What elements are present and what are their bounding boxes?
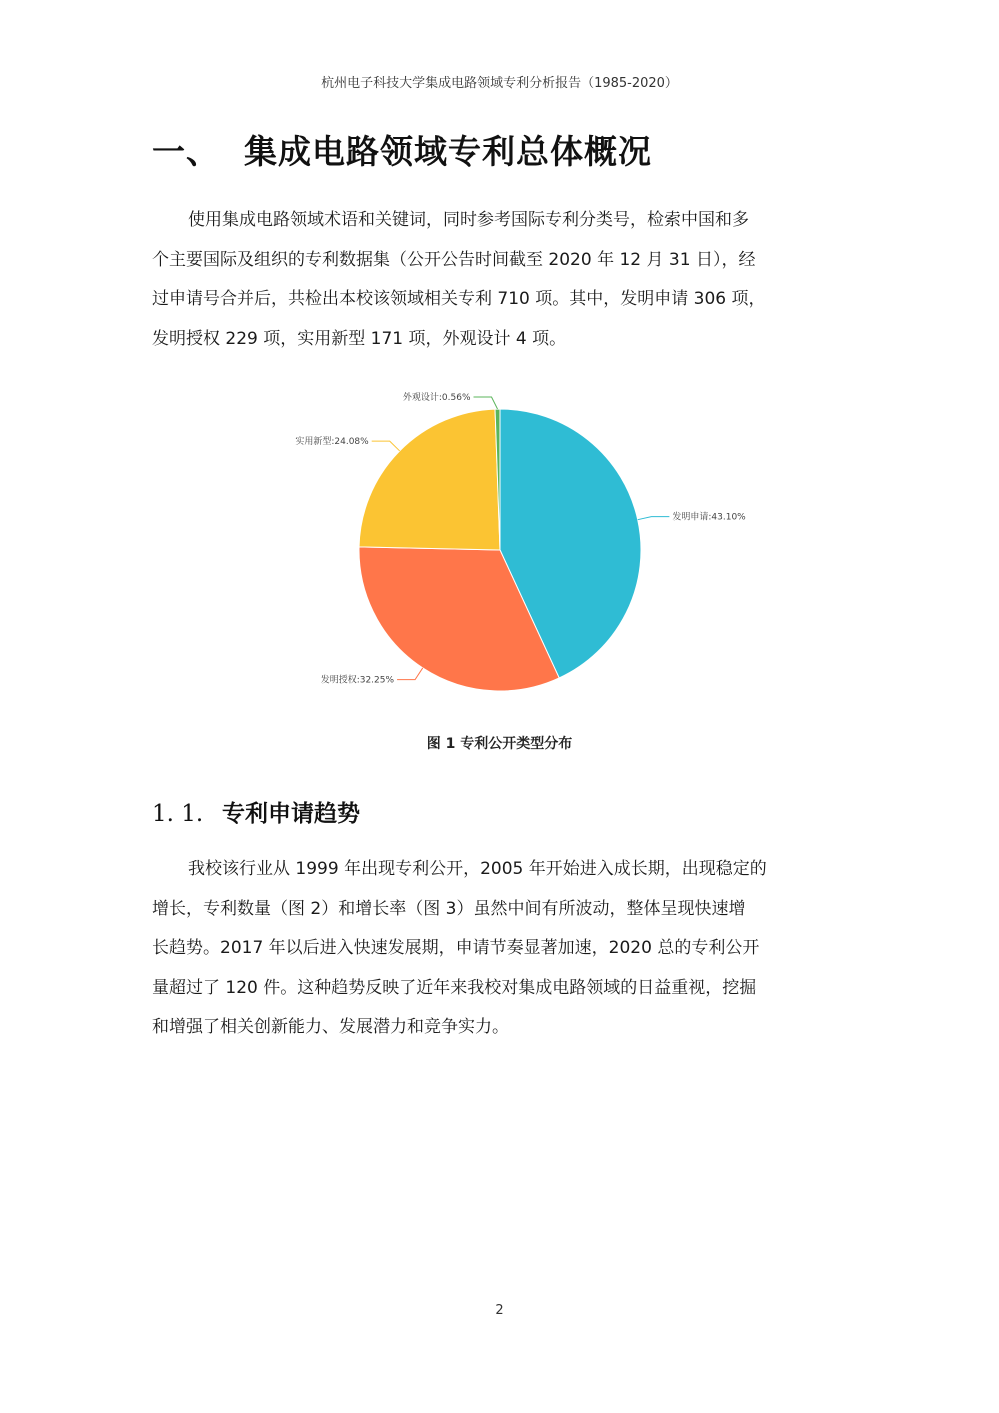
paragraph-line: 量超过了 120 件。这种趋势反映了近年来我校对集成电路领域的日益重视，挖掘 [152,977,757,998]
paragraph-line: 过申请号合并后，共检出本校该领域相关专利 710 项。其中，发明申请 306 项， [152,289,766,309]
page-number: 2 [495,1303,504,1318]
pie-slice [359,409,500,550]
pie-label: 发明申请:43.10% [672,512,746,523]
section-title: 集成电路领域专利总体概况 [244,132,652,171]
subsection-title: 专利申请趋势 [222,801,360,827]
pie-leader-line [397,668,423,680]
pie-leader-line [474,397,498,409]
overview-paragraph [152,201,852,359]
section-number: 一、 [152,132,220,171]
paragraph-line: 长趋势。2017 年以后进入快速发展期，申请节奏显著加速，2020 总的专利公开 [152,938,760,958]
subsection-heading [152,795,360,828]
subsection-number: 1. 1. [152,801,204,827]
paragraph-line: 个主要国际及组织的专利数据集（公开公告时间截至 2020 年 12 月 31 日），经 [152,249,756,270]
pie-leader-line [372,441,400,451]
trend-paragraph [152,850,852,1048]
paragraph-line: 发明授权 229 项，实用新型 171 项，外观设计 4 项。 [152,328,567,349]
pie-chart [240,370,760,710]
section-heading [152,126,652,173]
running-header: 杭州电子科技大学集成电路领域专利分析报告（1985-2020） [321,76,678,91]
paragraph-line: 我校该行业从 1999 年出现专利公开，2005 年开始进入成长期，出现稳定的 [188,859,767,879]
figure-caption: 图 1 专利公开类型分布 [426,736,573,752]
pie-label: 外观设计:0.56% [402,393,471,404]
pie-label: 发明授权:32.25% [320,675,395,686]
pie-label: 实用新型:24.08% [295,437,369,448]
paragraph-line: 和增强了相关创新能力、发展潜力和竞争实力。 [152,1017,509,1037]
paragraph-line: 增长，专利数量（图 2）和增长率（图 3）虽然中间有所波动，整体呈现快速增 [152,898,746,919]
pie-leader-line [638,517,670,520]
paragraph-line: 使用集成电路领域术语和关键词，同时参考国际专利分类号，检索中国和多 [188,210,749,230]
